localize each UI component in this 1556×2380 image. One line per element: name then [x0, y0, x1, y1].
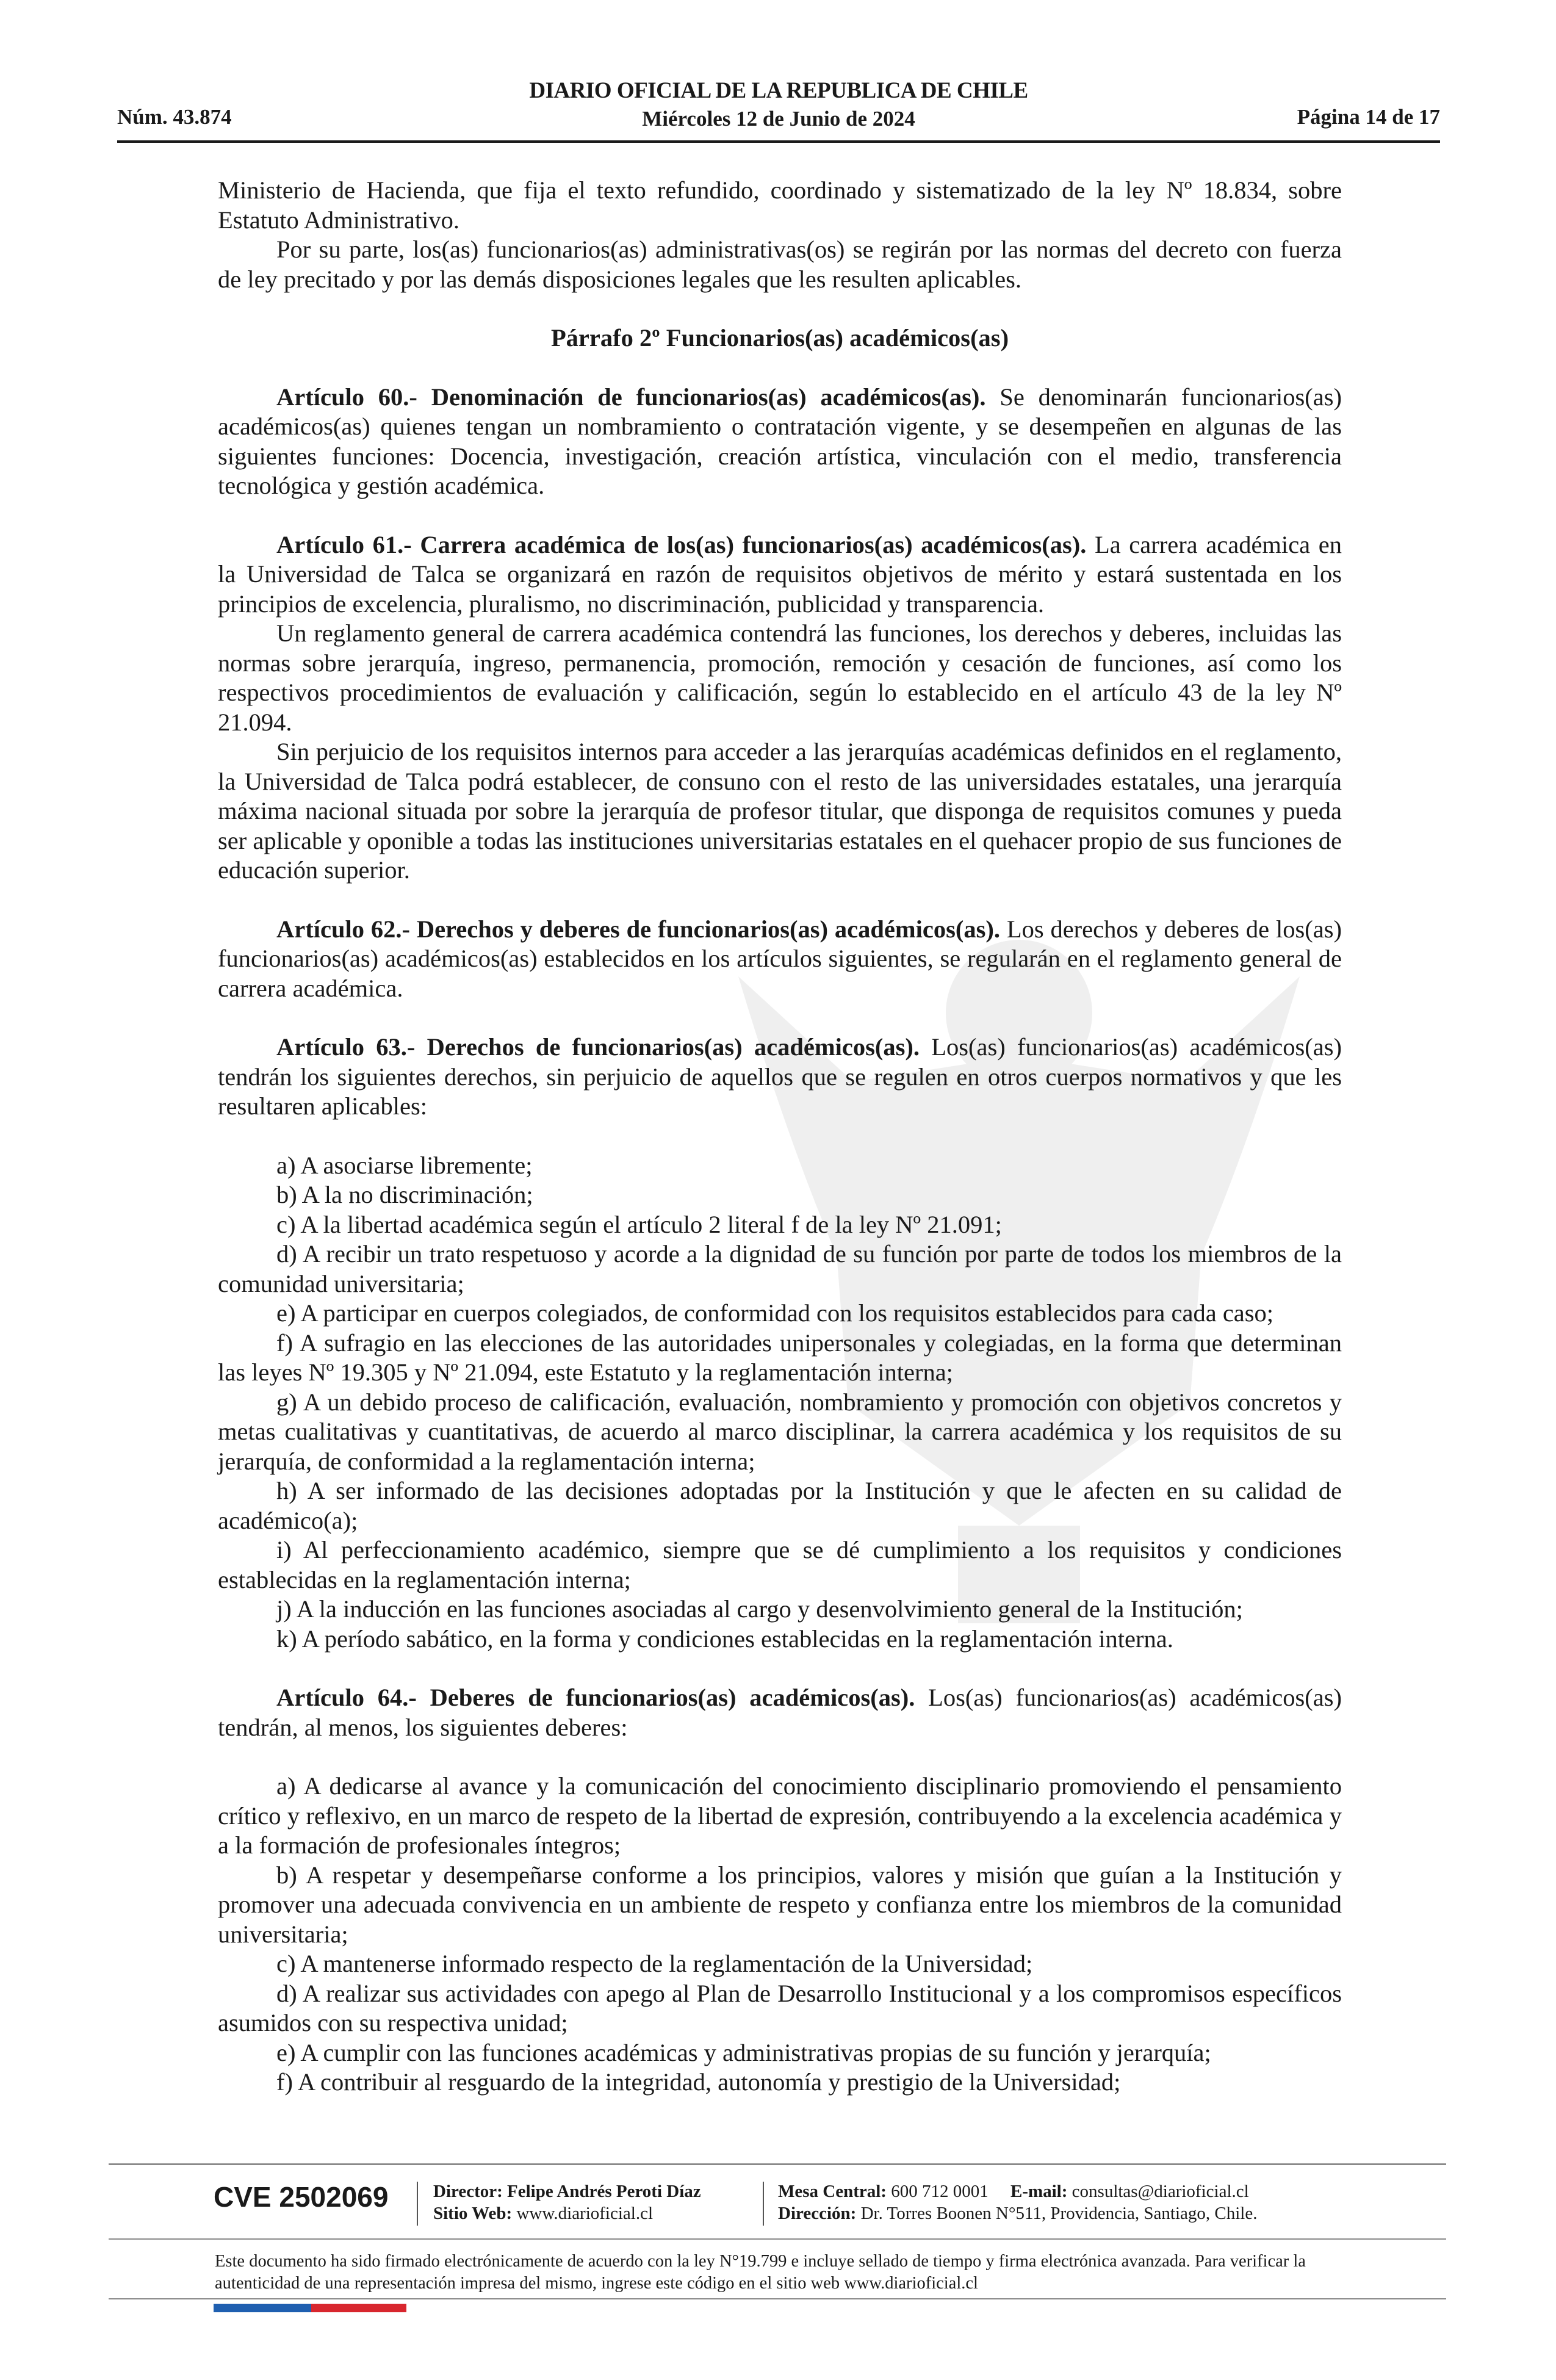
article-title: Artículo 61.- Carrera académica de los(as) funcionarios(as) académicos(as).: [276, 530, 1087, 558]
masthead: [117, 77, 1440, 133]
page-number: Página 14 de 17: [1297, 105, 1440, 129]
publication-title: DIARIO OFICIAL DE LA REPUBLICA DE CHILE: [529, 78, 1028, 103]
list-item: d) A recibir un trato respetuoso y acorde a la dignidad de su función por parte de todos los miembros de la comunidad universitaria;: [218, 1240, 1342, 1297]
paragraph: Un reglamento general de carrera académica contendrá las funciones, los derechos y deberes, incluidas las normas sobre jerarquía, ingreso, permanencia, promoción, remoción y cesación de funciones, así como los respectivos procedimientos de evaluación y calificación, según lo establecido en el artículo 43 de la ley Nº 21.094.: [218, 619, 1342, 736]
document-body: [218, 176, 1342, 2097]
article-text: Los derechos y deberes de los(as) funcionarios(as) académicos(as) establecidos en los artículos siguientes, se regularán en el reglamento general de carrera académica.: [218, 915, 1342, 1002]
list-item: f) A sufragio en las elecciones de las autoridades unipersonales y colegiadas, en la forma que determinan las leyes Nº 19.305 y Nº 21.094, este Estatuto y la reglamentación interna;: [218, 1329, 1342, 1386]
footer-divider: [417, 2182, 418, 2226]
page-header: [117, 73, 1440, 145]
header-rule: [117, 140, 1440, 143]
section-heading: Párrafo 2º Funcionarios(as) académicos(as): [550, 324, 1009, 352]
list-item: g) A un debido proceso de calificación, evaluación, nombramiento y promoción con objetivos concretos y metas cualitativas y cuantitativas, de acuerdo al marco disciplinar, la carrera académica y los requisitos de su jerarquía, de conformidad a la reglamentación interna;: [218, 1388, 1342, 1475]
list-item: h) A ser informado de las decisiones adoptadas por la Institución y que le afecten en su calidad de académico(a);: [218, 1477, 1342, 1534]
footer-rule: [109, 2238, 1446, 2240]
list-item: k) A período sabático, en la forma y condiciones establecidas en la reglamentación interna.: [276, 1625, 1173, 1653]
list-item: a) A asociarse libremente;: [276, 1151, 533, 1179]
footer-rule: [109, 2298, 1446, 2299]
website-label: Sitio Web:: [433, 2204, 513, 2223]
address-label: Dirección:: [778, 2204, 857, 2223]
article-62: [218, 915, 1342, 1004]
flag-stripe-red: [311, 2304, 406, 2312]
list-item: d) A realizar sus actividades con apego al Plan de Desarrollo Institucional y a los compromisos específicos asumidos con su respectiva unidad;: [218, 1979, 1342, 2036]
email-link[interactable]: consultas@diarioficial.cl: [1072, 2182, 1249, 2201]
article-title: Artículo 60.- Denominación de funcionarios(as) académicos(as).: [276, 383, 986, 411]
paragraph: Ministerio de Hacienda, que fija el texto refundido, coordinado y sistematizado de la ley Nº 18.834, sobre Estatuto Administrativo.: [218, 176, 1342, 234]
list-item: a) A dedicarse al avance y la comunicación del conocimiento disciplinario promoviendo el pensamiento crítico y reflexivo, en un marco de respeto de la libertad de expresión, contribuyendo a la excelencia académica y a la formación de profesionales íntegros;: [218, 1772, 1342, 1859]
list-item: e) A cumplir con las funciones académicas y administrativas propias de su función y jerarquía;: [276, 2038, 1211, 2066]
paragraph: Sin perjuicio de los requisitos internos para acceder a las jerarquías académicas definidos en el reglamento, la Universidad de Talca podrá establecer, de consuno con el resto de las universidades estatales, una jerarquía máxima nacional situada por sobre la jerarquía de profesor titular, que disponga de requisitos comunes y pueda ser aplicable y oponible a todas las instituciones universitarias estatales en el quehacer propio de sus funciones de educación superior.: [218, 738, 1342, 884]
article-text: Los(as) funcionarios(as) académicos(as) tendrán los siguientes derechos, sin perjuicio de aquellos que se regulen en otros cuerpos normativos y que les resultaren aplicables:: [218, 1033, 1342, 1120]
footer-rule: [109, 2163, 1446, 2165]
article-60: [218, 383, 1342, 501]
email-label: E-mail:: [1010, 2182, 1068, 2201]
article-text: Se denominarán funcionarios(as) académicos(as) quienes tengan un nombramiento o contratación vigente, y se desempeñen en algunas de las siguientes funciones: Docencia, investigación, creación artística, vinculación con el medio, transferencia tecnológica y gestión académica.: [218, 383, 1342, 499]
list-item: f) A contribuir al resguardo de la integridad, autonomía y prestigio de la Universidad;: [276, 2068, 1121, 2096]
article-text: Los(as) funcionarios(as) académicos(as) tendrán, al menos, los siguientes deberes:: [218, 1684, 1342, 1741]
list-item: j) A la inducción en las funciones asociadas al cargo y desenvolvimiento general de la Institución;: [276, 1595, 1243, 1623]
article-text: La carrera académica en la Universidad de Talca se organizará en razón de requisitos objetivos de mérito y estará sustentada en los principios de excelencia, pluralismo, no discriminación, publicidad y transparencia.: [218, 530, 1342, 618]
list-item: c) A la libertad académica según el artículo 2 literal f de la ley Nº 21.091;: [276, 1210, 1002, 1238]
list-item: e) A participar en cuerpos colegiados, de conformidad con los requisitos establecidos para cada caso;: [276, 1299, 1274, 1327]
issue-number: Núm. 43.874: [117, 105, 232, 129]
article-title: Artículo 63.- Derechos de funcionarios(as) académicos(as).: [276, 1033, 920, 1061]
legal-notice: Este documento ha sido firmado electrónicamente de acuerdo con la ley N°19.799 e incluye sellado de tiempo y firma electrónica avanzada. Para verificar la autenticidad de una representación impresa del mismo, ingrese este código en el sitio web www.diarioficial.cl: [215, 2252, 1306, 2293]
list-item: b) A respetar y desempeñarse conforme a los principios, valores y misión que guían a la Institución y promover una adecuada convivencia en un ambiente de respeto y confianza entre los miembros de la comunidad universitaria;: [218, 1861, 1342, 1948]
paragraph: Por su parte, los(as) funcionarios(as) administrativas(os) se regirán por las normas del decreto con fuerza de ley precitado y por las demás disposiciones legales que les resulten aplicables.: [218, 236, 1342, 293]
list-item: b) A la no discriminación;: [276, 1181, 533, 1208]
website-link[interactable]: www.diarioficial.cl: [516, 2204, 654, 2223]
article-61: [218, 530, 1342, 619]
article-title: Artículo 64.- Deberes de funcionarios(as) académicos(as).: [276, 1684, 915, 1711]
flag-stripe-blue: [214, 2304, 311, 2312]
footer-director-block: [433, 2180, 701, 2224]
article-64: [218, 1683, 1342, 1742]
address-value: Dr. Torres Boonen N°511, Providencia, Santiago, Chile.: [860, 2204, 1258, 2223]
list-item: i) Al perfeccionamiento académico, siempre que se dé cumplimiento a los requisitos y condiciones establecidas en la reglamentación interna;: [218, 1536, 1342, 1593]
footer-divider: [763, 2182, 764, 2226]
article-title: Artículo 62.- Derechos y deberes de funcionarios(as) académicos(as).: [276, 915, 1000, 943]
cve-code: CVE 2502069: [214, 2181, 389, 2213]
list-item: c) A mantenerse informado respecto de la reglamentación de la Universidad;: [276, 1950, 1033, 1977]
phone-label: Mesa Central:: [778, 2182, 887, 2201]
footer-contact-block: [778, 2180, 1257, 2224]
director-label: Director:: [433, 2182, 503, 2201]
publication-date: Miércoles 12 de Junio de 2024: [642, 107, 915, 131]
article-63: [218, 1033, 1342, 1122]
phone-value: 600 712 0001: [891, 2182, 989, 2201]
director-name: Felipe Andrés Peroti Díaz: [507, 2182, 701, 2201]
